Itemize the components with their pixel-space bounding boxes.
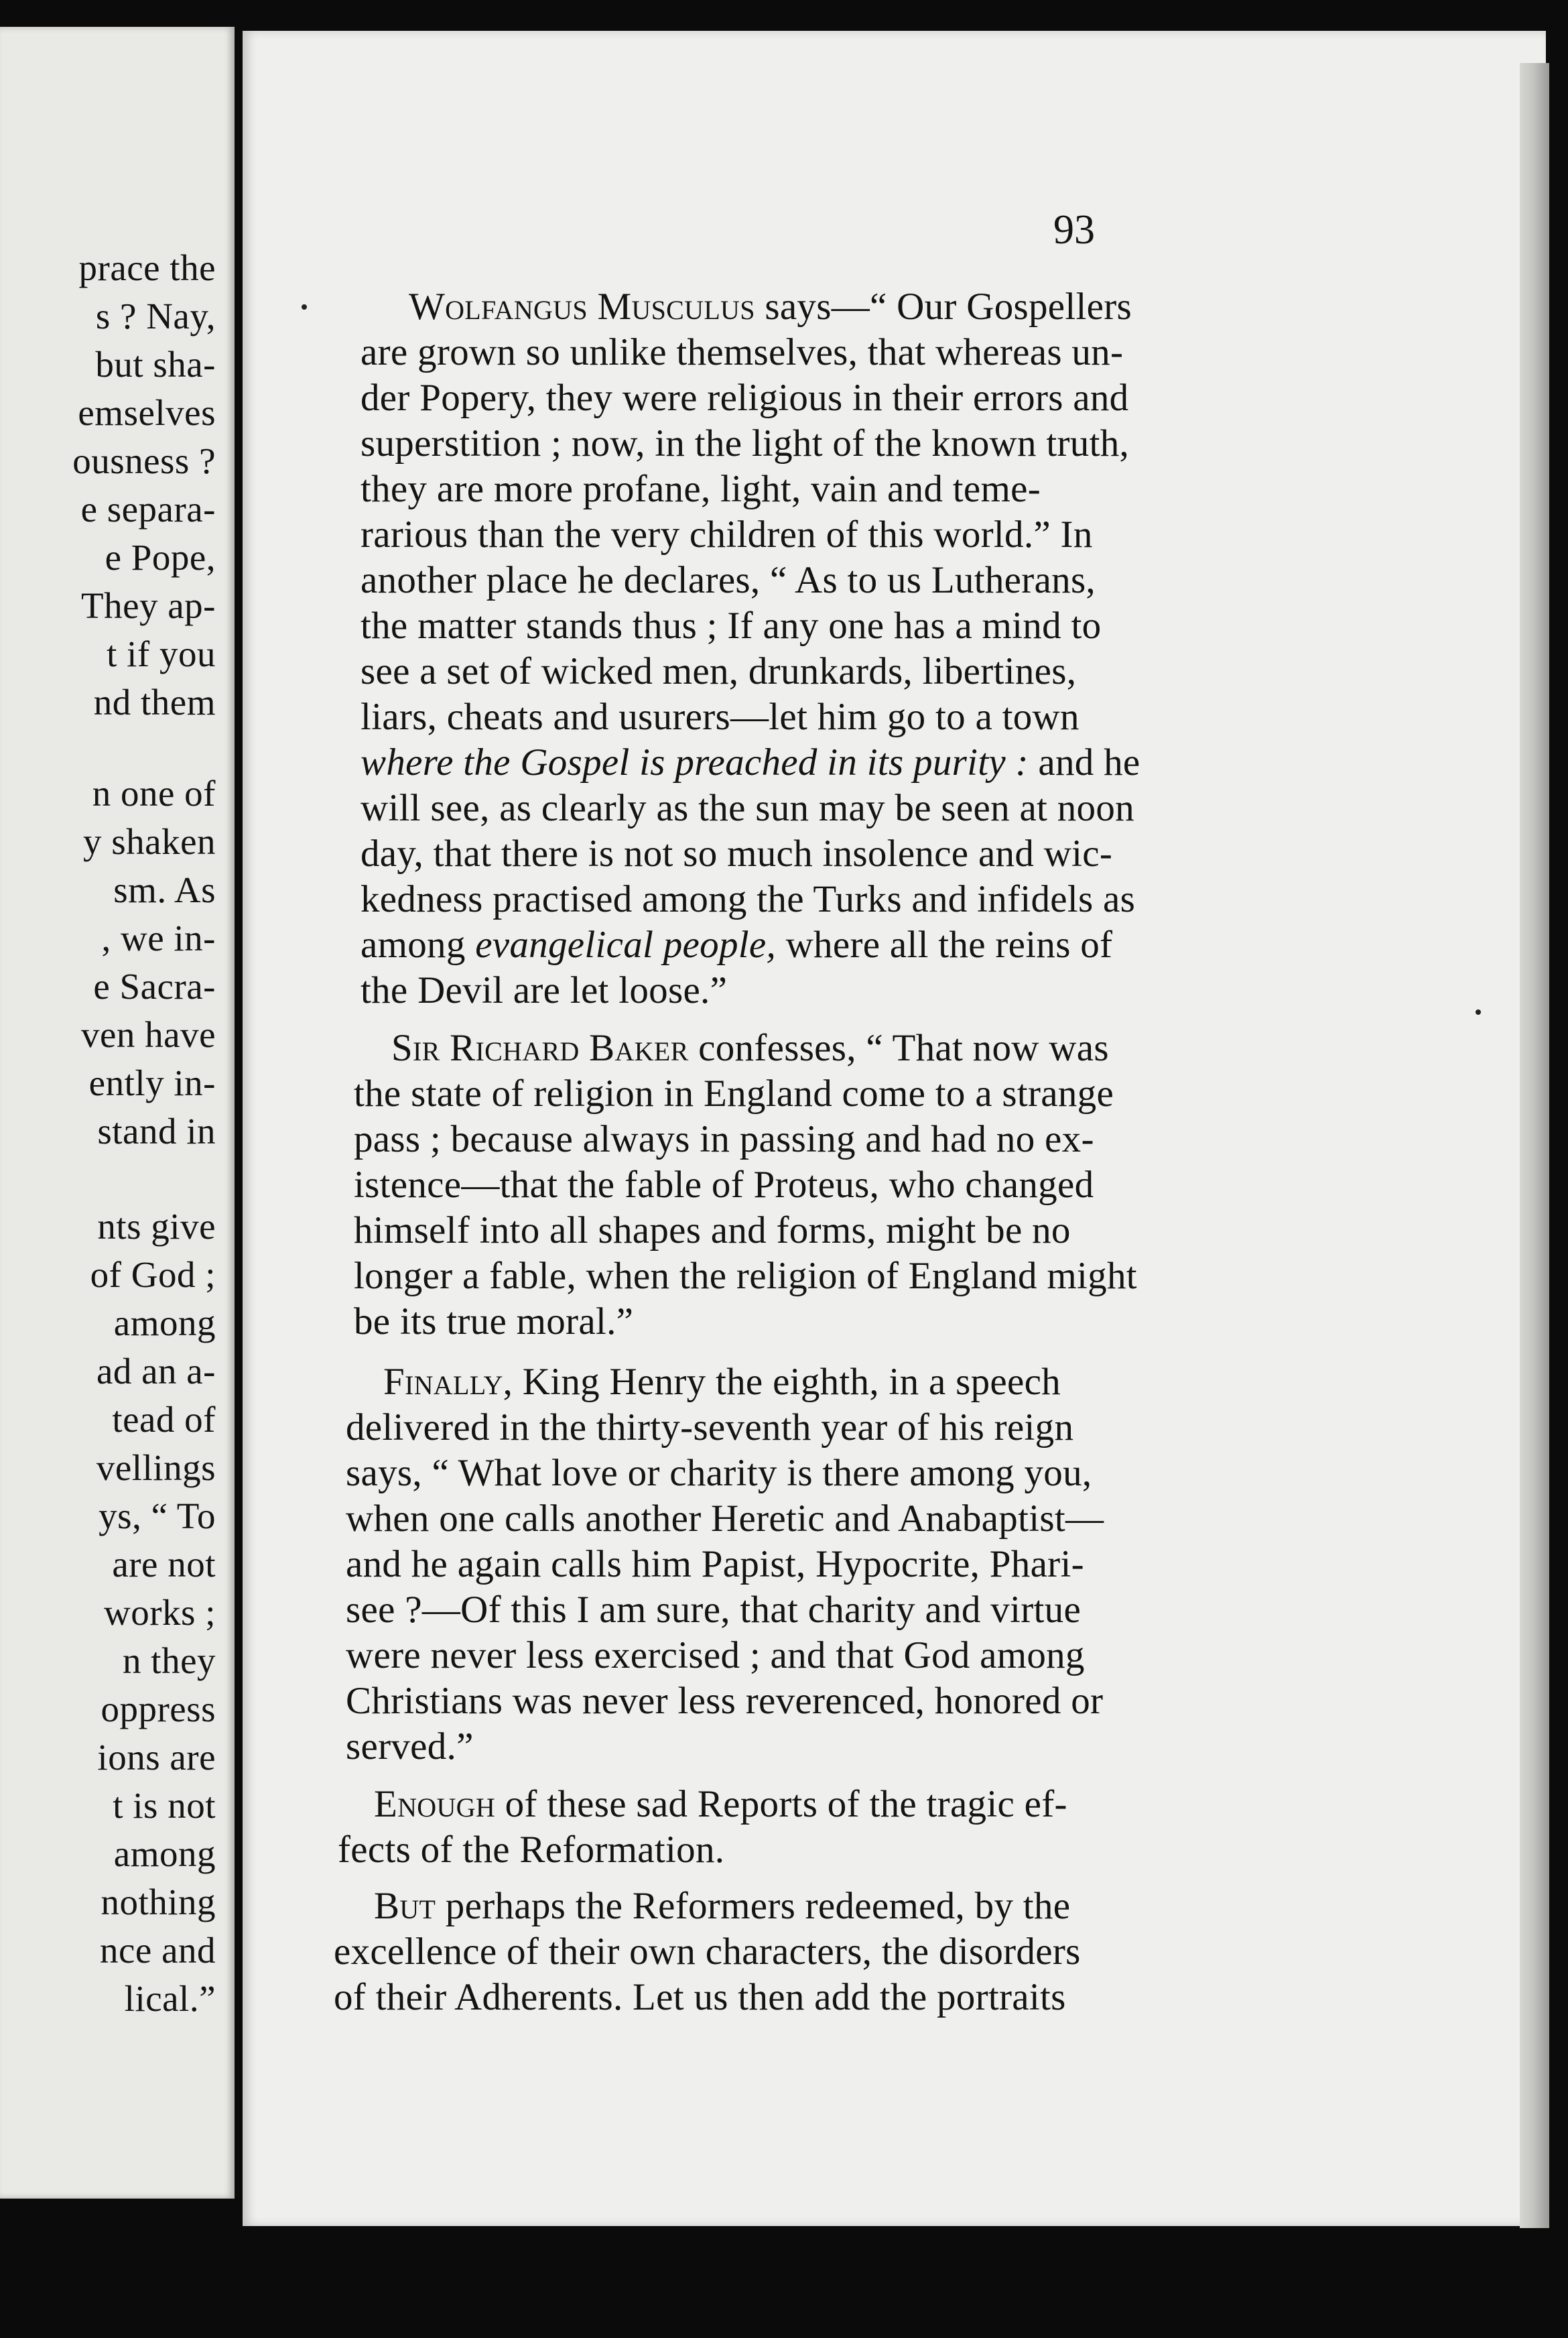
left-line: among [113, 1833, 216, 1874]
lead-word: Enough [374, 1783, 496, 1825]
left-line: ousness ? [72, 440, 216, 481]
text-line: Finally, King Henry the eighth, in a speech [383, 1361, 1061, 1403]
page-number: 93 [1053, 207, 1095, 253]
text-line: kedness practised among the Turks and infidels as [361, 878, 1136, 920]
left-line: among [113, 1302, 216, 1343]
left-line: They ap- [81, 585, 216, 626]
lead-word: Finally, [383, 1361, 513, 1403]
text-line: and he again calls him Papist, Hypocrite, Phari- [346, 1543, 1084, 1585]
text-line: the matter stands thus ; If any one has a mind to [361, 605, 1102, 647]
left-line: but sha- [95, 344, 216, 385]
left-line: , we in- [101, 918, 216, 959]
text-line: the state of religion in England come to a strange [354, 1072, 1114, 1115]
left-line: nts give [97, 1206, 216, 1247]
left-line: of God ; [90, 1254, 216, 1295]
left-line: vellings [96, 1447, 216, 1488]
text-line: fects of the Reformation. [338, 1829, 725, 1871]
page-edge [1520, 63, 1549, 2228]
text-line: they are more profane, light, vain and teme- [361, 468, 1041, 510]
text-line: der Popery, they were religious in their errors and [361, 377, 1129, 419]
text-line: among evangelical people, where all the reins of [361, 924, 1113, 966]
left-page [0, 27, 235, 2199]
text-line: day, that there is not so much insolence and wic- [361, 833, 1113, 875]
text-line: where the Gospel is preached in its purity : and he [361, 741, 1140, 784]
text-line: Wolfangus Musculus says—“ Our Gospellers [409, 286, 1132, 328]
text-line: rarious than the very children of this world.” In [361, 513, 1093, 556]
left-line: stand in [97, 1111, 216, 1152]
left-line: ently in- [88, 1062, 216, 1103]
ink-speck [302, 304, 307, 310]
text-line: be its true moral.” [354, 1300, 634, 1343]
italic-phrase: where the Gospel is preached in its purity : [361, 741, 1029, 784]
text-line: another place he declares, “ As to us Lutherans, [361, 559, 1096, 601]
left-line: oppress [101, 1688, 216, 1729]
left-line: lical.” [124, 1978, 216, 2019]
left-line: e separa- [80, 489, 216, 530]
text-line: longer a fable, when the religion of England might [354, 1255, 1137, 1297]
left-line: ven have [81, 1014, 216, 1055]
text-line: are grown so unlike themselves, that whereas un- [361, 331, 1124, 373]
left-line: t if you [107, 633, 216, 674]
text-line: will see, as clearly as the sun may be seen at noon [361, 787, 1134, 829]
text-line: pass ; because always in passing and had no ex- [354, 1118, 1094, 1160]
text-line: Christians was never less reverenced, honored or [346, 1680, 1104, 1722]
text-line: the Devil are let loose.” [361, 969, 728, 1011]
text-line: excellence of their own characters, the disorders [334, 1930, 1081, 1973]
text-line: of their Adherents. Let us then add the portraits [334, 1976, 1066, 2018]
left-line: are not [112, 1544, 216, 1585]
text-line: Enough of these sad Reports of the tragic ef- [374, 1783, 1067, 1825]
left-line: n they [123, 1640, 216, 1681]
text-line: were never less exercised ; and that God among [346, 1634, 1085, 1676]
text-line: Sir Richard Baker confesses, “ That now was [391, 1027, 1109, 1069]
text-line: when one calls another Heretic and Anabaptist— [346, 1497, 1104, 1540]
lead-word: But [374, 1885, 436, 1927]
text-line: istence—that the fable of Proteus, who changed [354, 1164, 1094, 1206]
ink-speck [1476, 1009, 1481, 1015]
left-line: nce and [100, 1930, 216, 1971]
left-line: works ; [104, 1592, 216, 1633]
left-line: nd them [93, 682, 216, 723]
left-line: t is not [113, 1785, 216, 1826]
left-line: tead of [112, 1399, 216, 1440]
text-line: delivered in the thirty-seventh year of his reign [346, 1406, 1074, 1449]
text-line: liars, cheats and usurers—let him go to a town [361, 696, 1080, 738]
right-page [243, 31, 1546, 2226]
left-line: ys, “ To [99, 1495, 216, 1536]
text-line: himself into all shapes and forms, might be no [354, 1209, 1071, 1251]
left-line: emselves [78, 392, 216, 433]
left-line: prace the [78, 247, 216, 288]
text-line: served.” [346, 1725, 474, 1768]
left-line: e Sacra- [93, 966, 216, 1007]
left-line: y shaken [83, 821, 216, 862]
lead-word: Sir Richard Baker [391, 1027, 689, 1069]
left-line: n one of [92, 773, 216, 814]
left-line: ions are [97, 1737, 216, 1778]
text-line: see ?—Of this I am sure, that charity and virtue [346, 1589, 1082, 1631]
lead-word: Wolfangus Musculus [409, 286, 755, 328]
text-line: But perhaps the Reformers redeemed, by the [374, 1885, 1071, 1927]
italic-phrase: evangelical people, [475, 924, 777, 966]
left-line: nothing [101, 1882, 216, 1922]
text-line: superstition ; now, in the light of the known truth, [361, 422, 1130, 465]
left-line: sm. As [113, 869, 216, 910]
left-line: s ? Nay, [95, 296, 216, 336]
text-line: see a set of wicked men, drunkards, libertines, [361, 650, 1077, 692]
left-line: ad an a- [96, 1351, 216, 1392]
text-line: says, “ What love or charity is there among you, [346, 1452, 1092, 1494]
left-line: e Pope, [105, 537, 216, 578]
